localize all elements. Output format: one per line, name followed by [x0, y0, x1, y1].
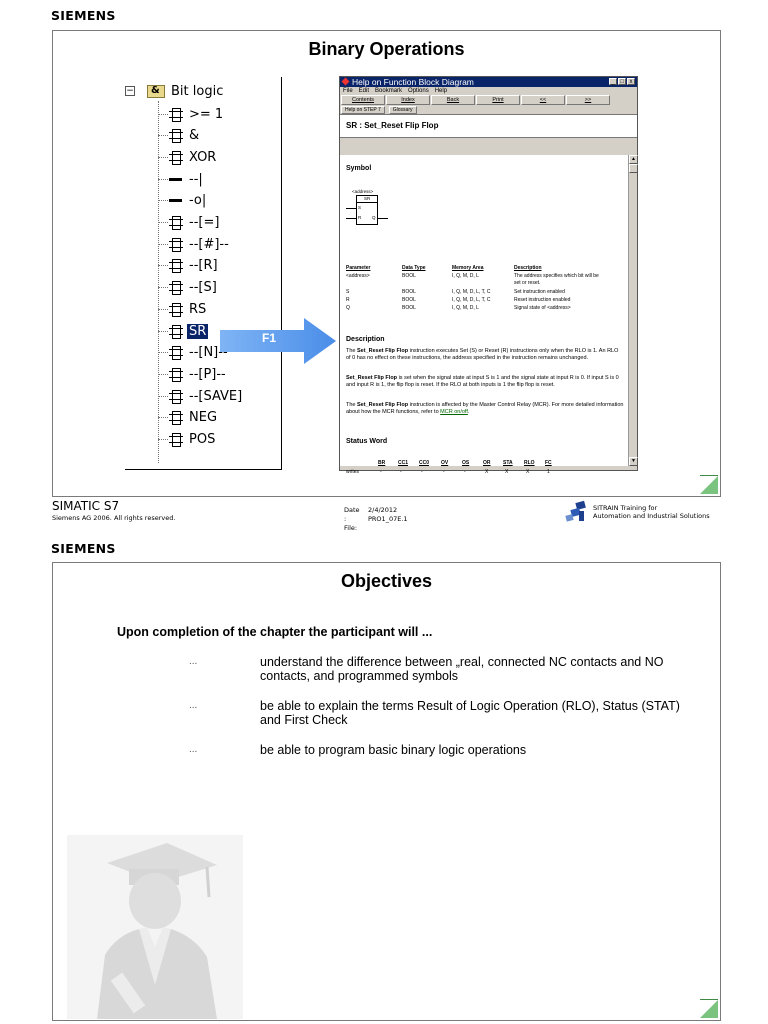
tree-branch-line — [158, 114, 168, 115]
help-toolbar-secondary — [340, 106, 637, 114]
status-value: - — [380, 469, 382, 475]
glossary-button[interactable]: Glossary — [389, 106, 417, 114]
status-value: - — [400, 469, 402, 475]
tree-item-10[interactable] — [158, 299, 206, 319]
tree-item-13[interactable] — [158, 364, 226, 384]
slide-objectives: Objectives Upon completion of the chapter the participant will ... ... understand the difference between „real, connected NC contacts and NO contacts, and programmed symbols ... be able to explain the terms Result of Logic Operation (RLO), Status (STAT) and First Check ... be able to program basic binary logic operations — [52, 562, 721, 1021]
tree-item-label: --[=] — [189, 215, 220, 230]
symbol-divider — [357, 202, 377, 203]
block-icon — [169, 345, 183, 360]
help-menubar — [340, 87, 637, 95]
description-paragraph-3: The Set_Reset Flip Flop instruction is affected by the Master Control Relay (MCR). For more detailed information about how the MCR functions, refer to MCR on/off. — [346, 402, 624, 415]
tree-item-3[interactable] — [158, 147, 216, 167]
tree-item-label: --[N]-- — [189, 345, 228, 361]
help-on-step7-button[interactable]: Help on STEP 7 — [341, 106, 385, 114]
tree-branch-line — [158, 222, 168, 223]
help-topic-heading: SR : Set_Reset Flip Flop — [340, 114, 637, 138]
block-icon — [169, 302, 183, 317]
tree-branch-line — [158, 439, 168, 440]
block-icon — [169, 389, 183, 404]
symbol-r-line — [346, 218, 356, 219]
symbol-r: R — [358, 215, 362, 220]
symbol-address: <address> — [352, 189, 374, 194]
description-heading: Description — [346, 336, 385, 343]
tree-branch-line — [158, 374, 168, 375]
footer-left — [52, 499, 175, 522]
sr-symbol-box — [356, 195, 378, 225]
status-value: - — [443, 469, 445, 475]
status-value: - — [464, 469, 466, 475]
tree-branch-line — [158, 331, 168, 332]
objectives-subtitle: Upon completion of the chapter the participant will ... — [117, 625, 433, 639]
block-icon — [169, 107, 183, 122]
block-icon — [169, 128, 183, 143]
status-header: STA — [503, 460, 513, 466]
help-title: Help on Function Block Diagram — [352, 77, 474, 87]
tree-branch-line — [158, 396, 168, 397]
block-icon — [169, 410, 183, 425]
tree-item-label: --| — [189, 171, 203, 187]
tree-item-16[interactable] — [158, 430, 215, 450]
status-header: FC — [545, 460, 552, 466]
status-header: OS — [462, 460, 470, 466]
scroll-down-icon[interactable]: ▼ — [629, 457, 638, 466]
help-window[interactable] — [339, 76, 638, 475]
sitrain-text: SITRAIN Training for Automation and Industrial Solutions — [593, 504, 710, 520]
tree-item-label: >= 1 — [189, 106, 224, 122]
objectives-title: Objectives — [340, 571, 433, 591]
tree-item-label: & — [189, 128, 200, 144]
copyright: Siemens AG 2006. All rights reserved. — [52, 514, 176, 522]
print-button[interactable]: Print — [476, 95, 520, 105]
tree-root-label: Bit logic — [171, 83, 224, 99]
slide-title: Binary Operations — [308, 39, 465, 59]
tree-item-6[interactable] — [158, 213, 219, 233]
status-row-label: writes — [346, 469, 360, 475]
coil-bar-icon — [169, 199, 182, 202]
tree-item-label: --[S] — [189, 280, 217, 296]
index-button[interactable]: Index — [386, 95, 430, 105]
page-corner-icon — [700, 476, 718, 494]
symbol-q: Q — [372, 215, 376, 220]
tree-item-8[interactable] — [158, 256, 218, 276]
sitrain-logo-icon — [565, 501, 587, 523]
block-icon — [169, 324, 183, 339]
tree-item-label: RS — [189, 301, 207, 317]
tree-item-15[interactable] — [158, 408, 217, 428]
f1-label: F1 — [262, 331, 277, 345]
tree-branch-line — [158, 417, 168, 418]
tree-item-5[interactable] — [158, 191, 206, 211]
help-scrollbar[interactable] — [628, 155, 637, 466]
tree-item-11[interactable] — [158, 321, 208, 341]
status-header: RLO — [524, 460, 535, 466]
tree-branch-line — [158, 135, 168, 136]
status-header: BR — [378, 460, 386, 466]
siemens-logo-2: SIEMENS — [51, 541, 116, 556]
next-button[interactable]: >> — [566, 95, 610, 105]
description-paragraph-1: The Set_Reset Flip Flop instruction executes Set (S) or Reset (R) instructions only when the RLO is 1. An RLO of 0 has no effect on these instructions, the address specified in the instruction remains unchanged. — [346, 348, 619, 361]
block-icon — [169, 258, 183, 273]
tree-item-label: SR — [189, 323, 207, 339]
prev-button[interactable]: << — [521, 95, 565, 105]
tree-branch-line — [158, 200, 168, 201]
block-icon — [169, 215, 183, 230]
tree-item-14[interactable] — [158, 386, 242, 406]
tree-item-label: NEG — [189, 410, 218, 426]
menu-help[interactable]: Help — [434, 88, 448, 94]
symbol-s: S — [358, 205, 362, 210]
footer-meta — [344, 506, 408, 533]
status-value: X — [526, 469, 530, 475]
help-app-icon — [342, 78, 350, 86]
tree-item-label: XOR — [189, 149, 217, 165]
block-icon — [169, 432, 183, 447]
siemens-logo: SIEMENS — [51, 8, 116, 23]
file-value: PRO1_07E.1 — [368, 515, 408, 523]
help-toolbar — [340, 95, 637, 106]
back-button[interactable]: Back — [431, 95, 475, 105]
symbol-box-label: SR — [364, 196, 371, 201]
contents-button[interactable]: Contents — [341, 95, 385, 105]
tree-item-9[interactable] — [158, 278, 217, 298]
f1-arrow — [220, 318, 336, 364]
tree-item-label: --[R] — [189, 258, 218, 274]
tree-item-4[interactable] — [158, 169, 203, 189]
tree-branch-line — [158, 309, 168, 310]
tree-item-2[interactable] — [158, 126, 199, 146]
slide-binary-operations — [52, 30, 721, 497]
description-paragraph-2: Set_Reset Flip Flop is set when the signal state at input S is 1 and the signal state at input R is 0. If input S is 0 and input R is 1, the flip flop is reset. If the RLO at both inputs is 1 the flip flop is reset. — [346, 375, 619, 388]
status-value: 1 — [547, 469, 550, 475]
menu-bookmark[interactable]: Bookmark — [375, 88, 403, 94]
mcr-link[interactable]: MCR on/off — [440, 409, 468, 415]
block-icon — [169, 280, 183, 295]
maximize-button[interactable]: □ — [618, 78, 626, 85]
tree-item-12[interactable] — [158, 343, 228, 363]
collapse-icon[interactable]: − — [126, 86, 134, 96]
date-value: 2/4/2012 — [368, 506, 398, 514]
status-word-heading: Status Word — [346, 438, 388, 445]
menu-edit[interactable]: Edit — [358, 88, 370, 94]
product-name: SIMATIC S7 — [52, 499, 120, 513]
scroll-up-icon[interactable]: ▲ — [629, 155, 638, 164]
tree-branch-line — [158, 244, 168, 245]
help-content: Symbol <address> SR S R Q Parameter Data Type Memory Area Description <address> BOOL I, Q, M, D, L The address specifies which bit will be set or reset. S BOOL I, Q, M, D, L, T, C Set instruction enabled R BOOL I, Q, M, D, L, T, C Reset instruction enabled Q BOOL I, Q, M, D, L Signal state of <address> Description The Set_Reset Flip Flop instruction executes Set (S) or Reset (R) instructions only when the RLO is 1. An RLO of 0 has no effect on these instructions, the address specified in the instruction remains unchanged. Set_Reset Flip Flop is set when the signal state at input S is 1 and the signal state at input R is 0. If input S is 0 and input R is 1, the flip flop is reset. If the RLO at both inputs is 1 the flip flop is reset. The Set_Reset Flip Flop instruction is affected by the Master Control Relay (MCR). For more detailed information about how the MCR functions, refer to MCR on/off. Status Word writes BR - CC1 - CC0 - OV - OS - OR X STA X RLO X FC 1 — [340, 155, 629, 466]
file-colon: : — [344, 515, 347, 523]
block-icon — [169, 150, 183, 165]
page-corner-icon-2 — [700, 1000, 718, 1018]
status-header: CC0 — [419, 460, 430, 466]
block-icon — [169, 367, 183, 382]
minimize-button[interactable]: _ — [609, 78, 617, 85]
tree-branch-line — [158, 287, 168, 288]
menu-file[interactable]: File — [343, 88, 353, 94]
close-button[interactable]: x — [627, 78, 635, 85]
status-header: OR — [483, 460, 491, 466]
tree-item-7[interactable] — [158, 234, 229, 254]
tree-branch-line — [158, 265, 168, 266]
symbol-s-line — [346, 208, 356, 209]
symbol-q-line — [378, 218, 388, 219]
tree-item-label: --[P]-- — [189, 366, 226, 382]
tree-root-bit-logic[interactable] — [125, 82, 223, 100]
tree-item-label: --[SAVE] — [189, 388, 243, 404]
date-label: Date — [344, 506, 360, 514]
tree-branch-line — [158, 179, 168, 180]
file-label: File: — [344, 524, 358, 532]
tree-item-label: POS — [189, 432, 216, 447]
status-header: CC1 — [398, 460, 409, 466]
tree-item-1[interactable] — [158, 104, 223, 124]
scroll-thumb[interactable] — [629, 164, 638, 173]
help-titlebar[interactable] — [340, 77, 637, 87]
tree-branch-line — [158, 352, 168, 353]
graduate-icon — [67, 835, 243, 1019]
bit-logic-tree[interactable] — [125, 77, 282, 470]
status-value: - — [421, 469, 423, 475]
tree-item-label: --[#]-- — [189, 236, 229, 252]
status-header: OV — [441, 460, 449, 466]
status-value: X — [505, 469, 509, 475]
block-icon — [169, 237, 183, 252]
tree-item-label: -o| — [189, 193, 207, 209]
folder-icon: & — [147, 85, 165, 98]
menu-options[interactable]: Options — [408, 88, 429, 94]
coil-bar-icon — [169, 178, 182, 181]
symbol-heading: Symbol — [346, 165, 372, 172]
status-value: X — [485, 469, 489, 475]
tree-branch-line — [158, 157, 168, 158]
